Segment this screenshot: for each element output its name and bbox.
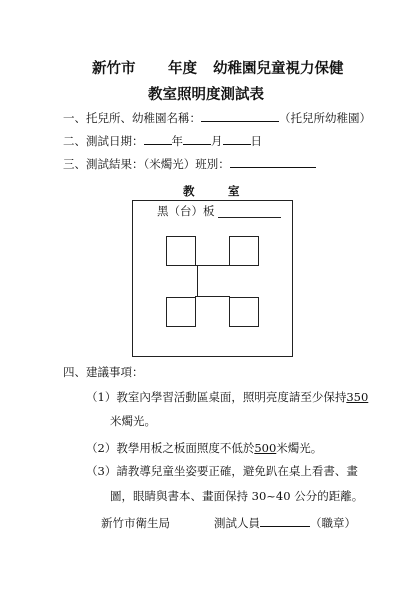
suggestion-3	[86, 463, 358, 479]
title-main: 幼稚園兒童視力保健	[213, 60, 344, 77]
school-name-label: 一、托兒所、幼稚園名稱：	[63, 111, 201, 125]
tester-blank[interactable]	[260, 515, 310, 527]
suggestion-3-text: 請教導兒童坐姿要正確，避免趴在桌上看書、畫	[116, 464, 358, 478]
suggestion-2-number: （2）	[86, 441, 117, 455]
school-type-label: （托兒所幼稚園）	[279, 111, 371, 125]
title-city: 新竹市	[92, 60, 136, 77]
test-date-line	[63, 133, 262, 149]
classroom-label-1: 教	[183, 184, 195, 198]
day-label: 日	[250, 134, 262, 148]
suggestion-3-continued: 圖，眼睛與書本、畫面保持 30~40 公分的距離。	[110, 489, 364, 503]
suggestion-1-number: （1）	[86, 390, 117, 404]
suggestion-2-text: 教學用板之板面照度不低於	[116, 441, 255, 455]
measure-point-top-right	[229, 236, 259, 266]
tester-label: 測試人員	[214, 516, 260, 530]
seal-label: （職章）	[310, 516, 356, 530]
measure-point-bottom-right	[229, 297, 259, 327]
connector-top	[195, 265, 230, 266]
suggestion-2-unit: 米燭光。	[276, 441, 323, 455]
classroom-label-2: 室	[228, 184, 240, 198]
page-title: 教室照明度測試表	[148, 86, 264, 103]
suggestions-heading: 四、建議事項：	[63, 365, 144, 379]
month-label: 月	[211, 134, 223, 148]
agency-name: 新竹市衛生局	[101, 516, 170, 530]
classroom-diagram	[132, 200, 293, 357]
title-year: 年度	[168, 60, 197, 77]
connector-vertical	[197, 265, 198, 297]
suggestion-2	[86, 440, 322, 456]
measure-point-top-left	[166, 236, 196, 266]
tester-line	[214, 515, 356, 531]
blackboard-line	[218, 217, 281, 218]
connector-bottom	[195, 296, 230, 297]
class-blank[interactable]	[230, 156, 316, 168]
suggestion-1	[86, 389, 368, 405]
suggestion-1-value: 350	[346, 390, 369, 404]
suggestion-1-text: 教室內學習活動區桌面，照明亮度請至少保持	[116, 390, 347, 404]
test-result-label: 三、測試結果：（米燭光）班別：	[63, 157, 230, 171]
day-blank[interactable]	[223, 133, 251, 145]
month-blank[interactable]	[183, 133, 211, 145]
suggestion-3-number: （3）	[86, 464, 117, 478]
test-date-label: 二、測試日期：	[63, 134, 144, 148]
year-blank[interactable]	[144, 133, 172, 145]
suggestion-2-value: 500	[254, 441, 277, 455]
school-name-line	[63, 110, 371, 126]
suggestion-1-unit: 米燭光。	[110, 414, 156, 428]
school-name-blank[interactable]	[201, 110, 279, 122]
year-label: 年	[171, 134, 183, 148]
measure-point-bottom-left	[166, 297, 196, 327]
test-result-line	[63, 156, 316, 172]
blackboard-label: 黑（台）板	[157, 204, 215, 218]
